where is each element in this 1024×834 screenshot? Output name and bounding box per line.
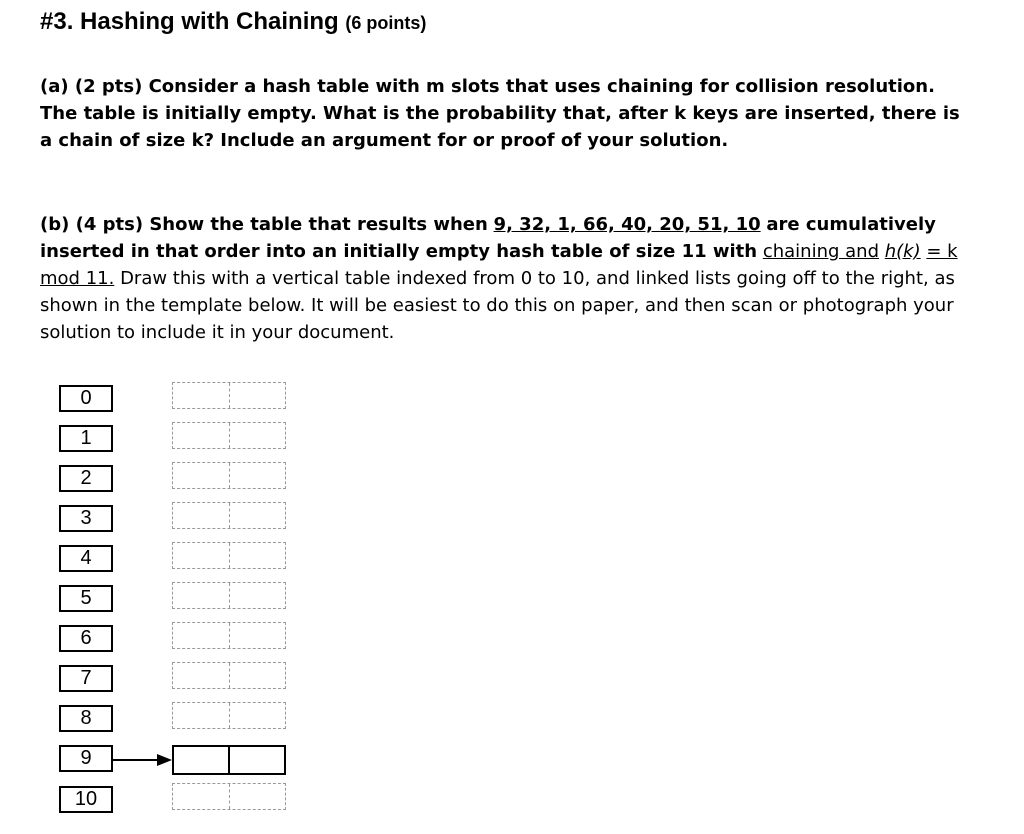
placeholder-list-node xyxy=(172,462,286,489)
question-title-text: #3. Hashing with Chaining xyxy=(40,8,339,35)
placeholder-list-node xyxy=(172,382,286,409)
placeholder-list-node xyxy=(172,702,286,729)
table-slot-9: 9 xyxy=(59,745,113,772)
placeholder-list-node xyxy=(172,502,286,529)
part-b-hash-function: h(k) xyxy=(884,241,921,262)
part-b-method-suffix: = k mod 11. xyxy=(40,241,958,289)
table-slot: 7 xyxy=(59,665,113,692)
placeholder-list-node xyxy=(172,622,286,649)
node-key-cell xyxy=(174,747,228,773)
part-b-method-prefix: chaining and xyxy=(762,241,880,262)
part-b-label: (b) (4 pts) Show the table that results when xyxy=(40,214,488,235)
table-slot: 6 xyxy=(59,625,113,652)
node-next-cell xyxy=(228,747,284,773)
part-b-mid: are cumulatively inserted in that order into an initially empty hash table of size 11 with xyxy=(40,214,936,262)
placeholder-list-node xyxy=(172,422,286,449)
table-slot: 2 xyxy=(59,465,113,492)
question-points: (6 points) xyxy=(345,13,427,33)
placeholder-list-node xyxy=(172,662,286,689)
part-b-instructions: Draw this with a vertical table indexed from 0 to 10, and linked lists going off to the right, as shown in the template below. It will be easiest to do this on paper, and then scan or photograph your solution to include it in your document. xyxy=(40,268,955,343)
placeholder-list-node xyxy=(172,542,286,569)
placeholder-list-node xyxy=(172,582,286,609)
linked-list-node xyxy=(172,745,286,775)
placeholder-list-node xyxy=(172,783,286,810)
table-slot: 4 xyxy=(59,545,113,572)
table-slot: 5 xyxy=(59,585,113,612)
question-title xyxy=(40,8,426,36)
table-slot: 3 xyxy=(59,505,113,532)
table-slot: 8 xyxy=(59,705,113,732)
part-b-keys: 9, 32, 1, 66, 40, 20, 51, 10 xyxy=(493,214,761,235)
part-b-text xyxy=(40,211,970,346)
part-a-text: (a) (2 pts) Consider a hash table with m slots that uses chaining for collision resolution. The table is initially empty. What is the probability that, after k keys are inserted, there is a chain of size k? Include an argument for or proof of your solution. xyxy=(40,76,960,151)
table-slot: 10 xyxy=(59,786,113,813)
table-slot: 1 xyxy=(59,425,113,452)
arrow-right-icon xyxy=(113,752,175,768)
table-slot: 0 xyxy=(59,385,113,412)
